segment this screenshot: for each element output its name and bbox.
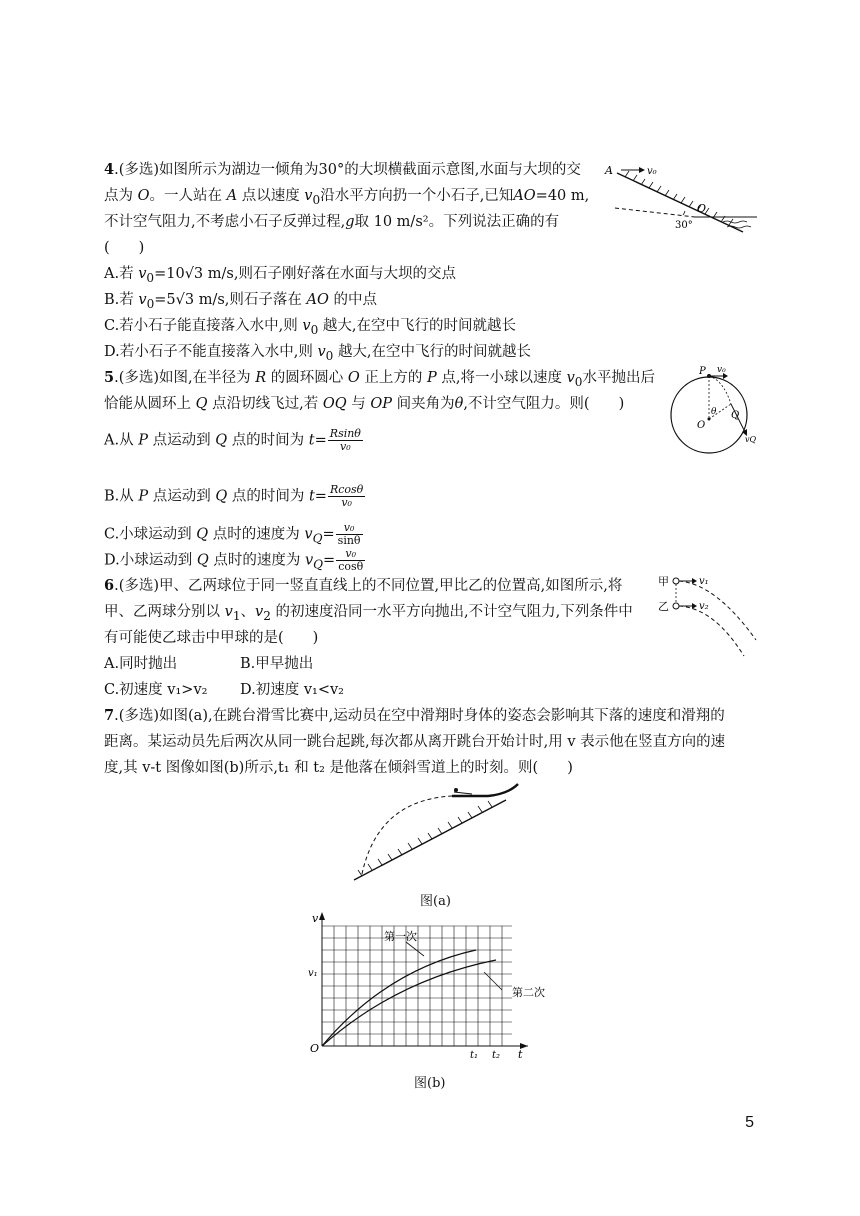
q6-fig-v2-label: v₂ xyxy=(699,601,709,612)
q4-option-c: C.若小石子能直接落入水中,则 $v_0$ 越大,在空中飞行的时间就越长 xyxy=(104,318,517,337)
page-number: 5 xyxy=(745,1114,754,1131)
q4-bracket: ( ) xyxy=(104,240,145,256)
q4-line-1: 4.(多选)如图所示为湖边一倾角为30°的大坝横截面示意图,水面与大坝的交 xyxy=(104,161,581,178)
q7-line-1: 7.(多选)如图(a),在跳台滑雪比赛中,运动员在空中滑翔时身体的姿态会影响其下落的速度和滑翔的 xyxy=(104,707,725,724)
q7-caption-a: 图(a) xyxy=(420,894,451,909)
graph-v-label: v xyxy=(312,912,319,925)
q7-vt-graph xyxy=(306,910,545,1061)
graph-o-label: O xyxy=(310,1042,320,1055)
q5-option-c: C.小球运动到 Q 点时的速度为 $v_Q=$ $\frac{\text{v₀}}{\sin\theta}$ xyxy=(104,521,361,547)
curve-second xyxy=(322,960,496,1046)
q6-option-c: C.初速度 v₁>v₂ xyxy=(104,682,208,698)
q4-option-d: D.若小石子不能直接落入水中,则 $v_0$ 越大,在空中飞行的时间就越长 xyxy=(104,344,532,363)
q6-line-3: 有可能使乙球击中甲球的是( ) xyxy=(104,630,319,646)
graph-v1-label: v₁ xyxy=(308,968,318,979)
q6-fig-jia-label: 甲 xyxy=(658,575,669,588)
q5-line-2: 恰能从圆环上 Q 点沿切线飞过,若 OQ 与 OP 间夹角为θ,不计空气阻力。则( ) xyxy=(104,396,625,412)
q7-ski-jump-figure xyxy=(348,784,526,884)
q6-line-2: 甲、乙两球分别以 $v_1$、$v_2$ 的初速度沿同一水平方向抛出,不计空气阻力,下列条件中 xyxy=(104,604,633,623)
q6-fig-yi-label: 乙 xyxy=(658,600,669,613)
q4-fig-angle-label: 30° xyxy=(675,220,693,231)
graph-t1-label: t₁ xyxy=(470,1050,479,1061)
q5-fig-v0-label: v₀ xyxy=(717,365,726,375)
q5-fig-p-label: P xyxy=(699,366,706,377)
graph-second-label: 第二次 xyxy=(512,986,545,999)
q5-option-a: A.从 P 点运动到 Q 点的时间为 t= $\frac{Rsin\theta}{\text{v₀}}$ xyxy=(104,427,361,453)
q6-option-a: A.同时抛出 xyxy=(104,656,178,672)
q5-fig-o-label: O xyxy=(697,420,706,431)
q4-fig-o-label: O xyxy=(697,202,707,215)
q6-option-d: D.初速度 v₁<v₂ xyxy=(240,682,344,698)
q5-fig-theta-label: θ xyxy=(711,407,717,417)
q4-number: 4 xyxy=(104,161,115,178)
q4-line-3: 不计空气阻力,不考虑小石子反弹过程,g取 10 m/s²。下列说法正确的有 xyxy=(104,214,560,230)
q5-circle-figure xyxy=(665,362,765,462)
q5-option-b: B.从 P 点运动到 Q 点的时间为 t= $\frac{Rcos\theta}{\text{v₀}}$ xyxy=(104,483,364,509)
q6-throw-figure xyxy=(656,572,760,660)
q5-line-1: 5.(多选)如图,在半径为 R 的圆环圆心 O 正上方的 P 点,将一小球以速度 $v_0$水平抛出后 xyxy=(104,369,655,389)
q4-dam-figure xyxy=(605,160,760,235)
graph-first-label: 第一次 xyxy=(384,930,417,943)
graph-grid xyxy=(322,926,512,1046)
q4-option-b: B.若 $v_0=5√3$ m/s,则石子落在 AO 的中点 xyxy=(104,292,377,311)
graph-t-label: t xyxy=(518,1048,523,1061)
q4-fig-v0-label: v₀ xyxy=(647,166,657,177)
q5-fig-vq-label: vQ xyxy=(745,435,757,444)
q6-fig-v1-label: v₁ xyxy=(699,576,709,587)
q7-line-2: 距离。某运动员先后两次从同一跳台起跳,每次都从离开跳台开始计时,用 v 表示他在竖直方向的速 xyxy=(104,734,726,750)
q7-line-3: 度,其 v-t 图像如图(b)所示,t₁ 和 t₂ 是他落在倾斜雪道上的时刻。则( ) xyxy=(104,760,573,776)
graph-t2-label: t₂ xyxy=(492,1050,501,1061)
q5-option-d: D.小球运动到 Q 点时的速度为 $v_Q=$ $\frac{\text{v₀}}{\cos\theta}$ xyxy=(104,547,364,573)
q6-line-1: 6.(多选)甲、乙两球位于同一竖直直线上的不同位置,甲比乙的位置高,如图所示,将 xyxy=(104,577,623,594)
q5-fig-q-label: Q xyxy=(731,410,740,421)
q6-option-b: B.甲早抛出 xyxy=(240,656,314,672)
q7-caption-b: 图(b) xyxy=(414,1076,446,1091)
q4-line-2: 点为 O。一人站在 A 点以速度 $v_0$沿水平方向扔一个小石子,已知AO=40 m, xyxy=(104,188,590,207)
q4-fig-a-label: A xyxy=(605,164,613,177)
q4-option-a: A.若 $v_0=10√3$ m/s,则石子刚好落在水面与大坝的交点 xyxy=(104,266,456,285)
